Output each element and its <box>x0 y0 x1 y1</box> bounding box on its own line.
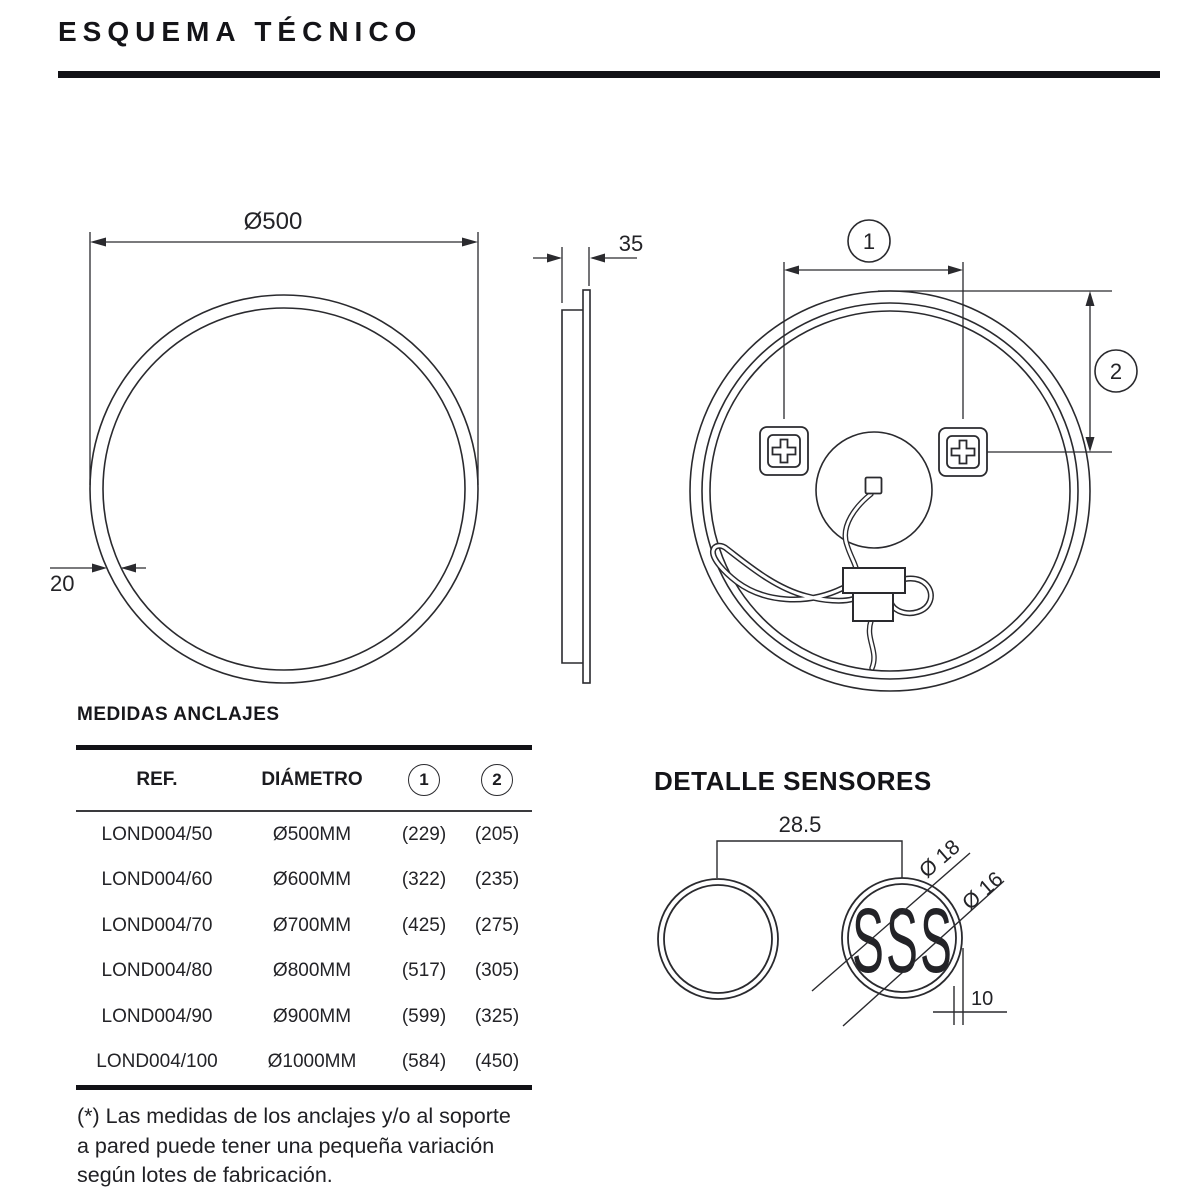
side-frame-profile <box>562 310 583 663</box>
arrowhead <box>1086 291 1095 306</box>
sensor-symbol-text: SSS <box>852 889 954 993</box>
cell-dim2: (450) <box>474 1051 520 1073</box>
anchor-pad-right <box>939 428 987 476</box>
footnote-line: (*) Las medidas de los anclajes y/o al soporte <box>77 1104 511 1128</box>
cell-dim2: (325) <box>474 1005 520 1027</box>
arrowhead <box>547 254 562 263</box>
front-view-drawing <box>50 208 478 683</box>
anchor-span-dimension <box>784 262 963 419</box>
arrowhead <box>462 238 478 247</box>
cell-dim1: (322) <box>401 869 447 891</box>
sensors-heading: DETALLE SENSORES <box>654 766 932 796</box>
diameter-dimension <box>90 232 478 485</box>
sensor-spacing-bracket <box>717 841 902 878</box>
back-outer-circle <box>690 291 1090 691</box>
sensor-inner-diameter-label: Ø 16 <box>958 867 1008 915</box>
back-view-drawing <box>690 220 1137 691</box>
cell-dim2: (235) <box>474 869 520 891</box>
rim-width-label: 20 <box>50 571 75 596</box>
cell-ref: LOND004/100 <box>96 1051 218 1073</box>
cell-ref: LOND004/60 <box>101 869 213 891</box>
page-title: ESQUEMA TÉCNICO <box>58 16 423 47</box>
back-rim-circle <box>702 303 1078 679</box>
side-view-drawing <box>533 231 643 683</box>
balloon-2-label: 2 <box>1109 359 1123 384</box>
cell-diameter: Ø900MM <box>272 1005 352 1027</box>
anchor-height-dimension <box>878 291 1112 452</box>
table-row <box>76 994 532 1040</box>
cell-dim1: (425) <box>401 914 447 936</box>
cell-ref: LOND004/50 <box>101 823 213 845</box>
table-row <box>76 1040 532 1086</box>
front-diameter-label: Ø500 <box>243 208 303 235</box>
arrowhead <box>90 238 106 247</box>
col-header-dim2 <box>462 764 532 796</box>
col-header-dim1 <box>386 764 462 796</box>
balloon-1-label: 1 <box>862 229 876 254</box>
table-row <box>76 812 532 858</box>
sensor-left-outer <box>658 879 778 999</box>
cell-diameter: Ø800MM <box>272 960 352 982</box>
table-row <box>76 903 532 949</box>
footnote-line: según lotes de fabricación. <box>77 1163 333 1187</box>
cell-dim2: (205) <box>474 823 520 845</box>
cell-diameter: Ø1000MM <box>267 1051 357 1073</box>
cell-dim1: (229) <box>401 823 447 845</box>
table-header-row <box>76 750 532 812</box>
sensor-offset-label: 10 <box>971 988 994 1010</box>
mirror-inner-circle <box>103 308 465 670</box>
arrowhead <box>948 266 963 275</box>
sensor-spacing-label: 28.5 <box>778 812 822 837</box>
side-glass-profile <box>583 290 590 683</box>
hub-cable-outlet <box>866 478 882 494</box>
sensor-outer-diameter-label: Ø 18 <box>915 835 965 883</box>
cell-dim2: (275) <box>474 914 520 936</box>
table-row <box>76 858 532 904</box>
mirror-outer-circle <box>90 295 478 683</box>
table-footnote <box>77 1102 511 1191</box>
cell-dim1: (517) <box>401 960 447 982</box>
anchor-pad-left <box>760 427 808 475</box>
junction-box <box>843 568 905 593</box>
arrowhead <box>784 266 799 275</box>
arrowhead <box>1086 437 1095 452</box>
cell-ref: LOND004/90 <box>101 1005 213 1027</box>
col-header-diameter: DIÁMETRO <box>261 769 363 790</box>
balloon-1-header: 1 <box>408 764 440 796</box>
anchors-table <box>76 745 532 1090</box>
cell-diameter: Ø700MM <box>272 914 352 936</box>
cell-dim2: (305) <box>474 960 520 982</box>
table-body <box>76 812 532 1085</box>
junction-box-connector <box>853 593 893 621</box>
balloon-2-header: 2 <box>481 764 513 796</box>
cell-ref: LOND004/70 <box>101 914 213 936</box>
thickness-label: 35 <box>618 231 644 256</box>
cell-diameter: Ø500MM <box>272 823 352 845</box>
cell-diameter: Ø600MM <box>272 869 352 891</box>
arrowhead <box>590 254 605 263</box>
cell-ref: LOND004/80 <box>101 960 213 982</box>
table-row <box>76 949 532 995</box>
footnote-line: a pared puede tener una pequeña variación <box>77 1133 495 1158</box>
col-header-ref: REF. <box>136 769 178 790</box>
cell-dim1: (584) <box>401 1051 447 1073</box>
anchors-table-heading: MEDIDAS ANCLAJES <box>77 704 280 725</box>
cell-dim1: (599) <box>401 1005 447 1027</box>
sensor-detail-drawing <box>658 812 1007 1026</box>
